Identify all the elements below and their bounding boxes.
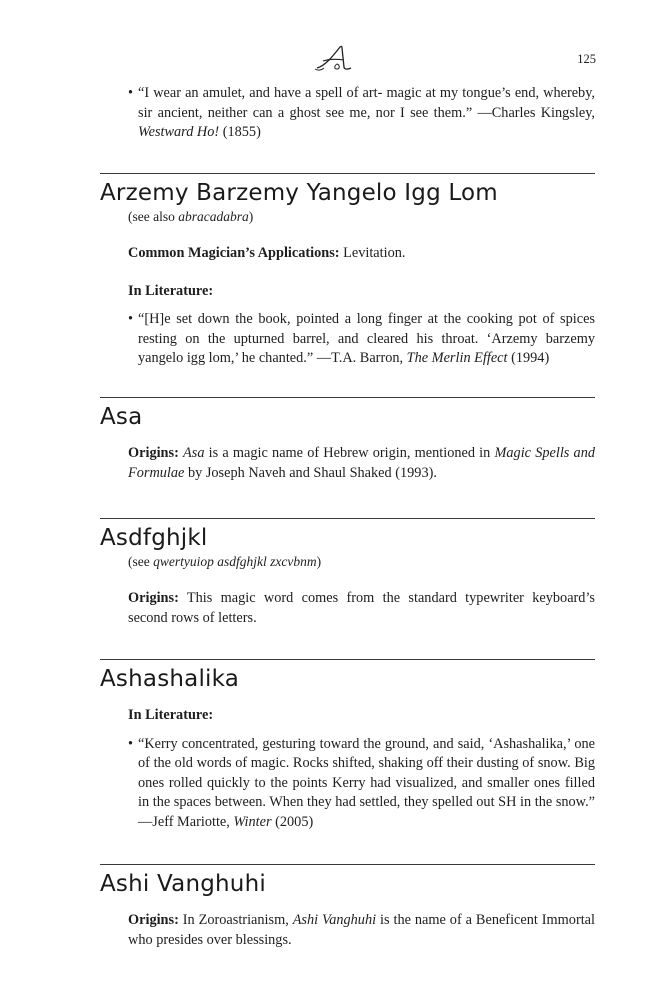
section-rule: [100, 864, 595, 865]
entry-title: Arzemy Barzemy Yangelo Igg Lom: [100, 180, 498, 206]
origins-label: Origins:: [128, 445, 179, 461]
origins-word: Ashi Vanghuhi: [292, 912, 377, 928]
entry-asa: [100, 397, 595, 483]
quote-bullet: [128, 84, 595, 143]
letter-a-ornament-icon: [313, 44, 357, 72]
entry-asdfghjkl: [100, 518, 595, 628]
applications-paragraph: [128, 244, 595, 264]
entry-ashashalika: [100, 659, 595, 833]
quote-source-year: (2005): [271, 813, 314, 830]
entry-title: Ashi Vanghuhi: [100, 871, 266, 897]
see-also-note: [128, 208, 595, 226]
applications-label: Common Magician’s Applications:: [128, 245, 340, 261]
entry-arzemy: [100, 173, 595, 369]
see-suffix: ): [316, 554, 322, 569]
in-literature-label: In Literature:: [128, 282, 214, 299]
bullet-dot: •: [128, 311, 134, 328]
see-prefix: (see: [128, 554, 154, 569]
entry-title: Ashashalika: [100, 666, 240, 692]
applications-value: Levitation.: [339, 245, 406, 261]
bullet-dot: •: [128, 735, 134, 752]
in-literature-label: In Literature:: [128, 707, 214, 723]
origins-paragraph: [128, 589, 595, 628]
section-rule: [100, 397, 595, 398]
origins-end: by Joseph Naveh and Shaul Shaked (1993).: [184, 464, 437, 481]
quote-text: “[H]e set down the book, pointed a long finger at the cooking pot of spices resting on the upturned barrel, and cleared his throat. ‘Arzemy barzemy yangelo igg lom,’ he chanted.” —T.A. Barron,: [138, 311, 595, 367]
quote-source-title: Westward Ho!: [138, 124, 220, 141]
continued-quote-block: [100, 84, 595, 143]
origins-label: Origins:: [128, 590, 179, 606]
see-reference: qwertyuiop asdfghjkl zxcvbnm: [153, 554, 317, 569]
origins-word: Asa: [183, 445, 205, 461]
origins-paragraph: [128, 444, 595, 483]
origins-text: is the name of a Beneficent Immortal who presides over blessings.: [128, 912, 595, 948]
see-prefix: (see also: [128, 209, 179, 224]
quote-text: “I wear an amulet, and have a spell of art- magic at my tongue’s end, whereby, sir ancient, neither can a ghost see me, nor I see them.” —Charles Kingsley,: [138, 85, 595, 121]
origins-text: is a magic name of Hebrew origin, mentioned in: [204, 445, 495, 461]
section-rule: [100, 659, 595, 660]
section-rule: [100, 518, 595, 519]
entry-title: Asa: [100, 404, 143, 430]
origins-text: In Zoroastrianism,: [178, 912, 293, 928]
entry-ashi-vanghuhi: [100, 864, 595, 950]
quote-source-year: (1994): [507, 350, 550, 367]
see-reference: abracadabra: [178, 209, 249, 224]
page-number: 125: [577, 52, 596, 66]
see-also-note: [128, 553, 595, 571]
origins-paragraph: [128, 911, 595, 950]
entry-title: Asdfghjkl: [100, 525, 208, 551]
origins-label: Origins:: [128, 912, 179, 928]
quote-source-year: (1855): [219, 124, 261, 141]
origins-text: This magic word comes from the standard typewriter keyboard’s second rows of letters.: [128, 590, 595, 626]
section-rule: [100, 173, 595, 174]
quote-bullet: [128, 735, 595, 833]
quote-text: “Kerry concentrated, gesturing toward the ground, and said, ‘Ashashalika,’ one of the old words of magic. Rocks shifted, shaking off their dusting of snow. Big ones rolled quickly to the points Kerry had visualized, and smaller ones filled in the spaces between. When they had settled, they spelled out SH in the snow.” —Jeff Mariotte,: [138, 735, 595, 830]
origins-book: Magic Spells and Formulae: [128, 445, 595, 481]
running-head: [0, 44, 667, 74]
see-suffix: ): [248, 209, 254, 224]
quote-source-title: The Merlin Effect: [406, 350, 508, 367]
quote-bullet: [128, 310, 595, 369]
quote-source-title: Winter: [233, 813, 272, 830]
bullet-dot: •: [128, 85, 134, 101]
